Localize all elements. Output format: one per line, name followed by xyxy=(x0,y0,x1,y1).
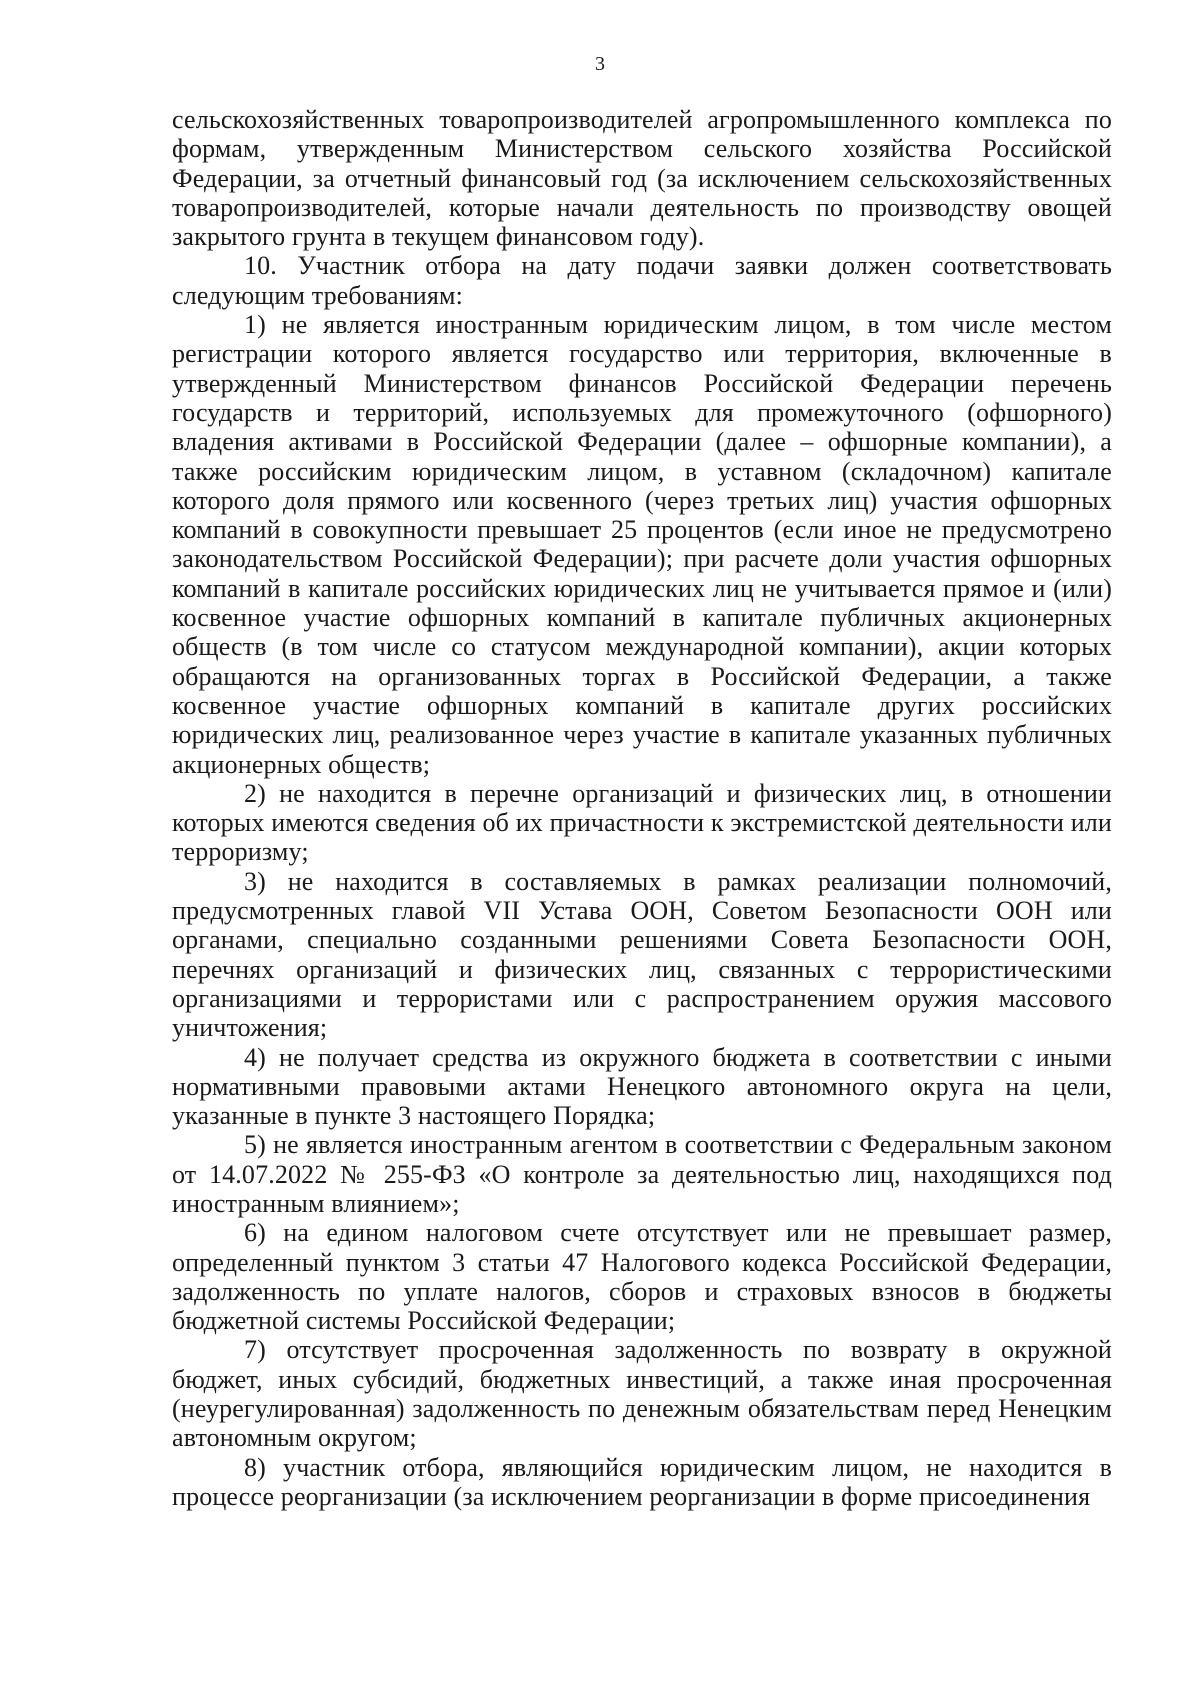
paragraph-item-7: 7) отсутствует просроченная задолженность по возврату в окружной бюджет, иных субсидий, бюджетных инвестиций, а также иная просроченная (неурегулированная) задолженность по денежным обязательствам перед Ненецким автономным округом; xyxy=(172,1335,1112,1453)
paragraph-item-5: 5) не является иностранным агентом в соответствии с Федеральным законом от 14.07.2022 № 255-ФЗ «О контроле за деятельностью лиц, находящихся под иностранным влиянием»; xyxy=(172,1130,1112,1218)
paragraph-continuation: сельскохозяйственных товаропроизводителей агропромышленного комплекса по формам, утвержденным Министерством сельского хозяйства Российской Федерации, за отчетный финансовый год (за исключением сельскохозяйственных товаропроизводителей, которые начали деятельность по производству овощей закрытого грунта в текущем финансовом году). xyxy=(172,105,1112,252)
paragraph-item-3: 3) не находится в составляемых в рамках реализации полномочий, предусмотренных главой VII Устава ООН, Советом Безопасности ООН или органами, специально созданными решениями Совета Безопасности ООН, перечнях организаций и физических лиц, связанных с террористическими организациями и террористами или с распространением оружия массового уничтожения; xyxy=(172,866,1112,1043)
paragraph-item-2: 2) не находится в перечне организаций и физических лиц, в отношении которых имеются сведения об их причастности к экстремистской деятельности или терроризму; xyxy=(172,778,1112,867)
page-number: 3 xyxy=(595,53,605,75)
paragraph-item-1: 1) не является иностранным юридическим лицом, в том числе местом регистрации которого является государство или территория, включенные в утвержденный Министерством финансов Российской Федерации перечень государств и территорий, используемых для промежуточного (офшорного) владения активами в Российской Федерации (далее – офшорные компании), а также российским юридическим лицом, в уставном (складочном) капитале которого доля прямого или косвенного (через третьих лиц) участия офшорных компаний в совокупности превышает 25 процентов (если иное не предусмотрено законодательством Российской Федерации); при расчете доли участия офшорных компаний в капитале российских юридических лиц не учитывается прямое и (или) косвенное участие офшорных компаний в капитале публичных акционерных обществ (в том числе со статусом международной компании), акции которых обращаются на организованных торгах в Российской Федерации, а также косвенное участие офшорных компаний в капитале других российских юридических лиц, реализованное через участие в капитале указанных публичных акционерных обществ; xyxy=(172,310,1112,779)
paragraph-clause-10: 10. Участник отбора на дату подачи заявки должен соответствовать следующим требованиям: xyxy=(172,251,1112,310)
paragraph-item-6: 6) на едином налоговом счете отсутствует или не превышает размер, определенный пунктом 3 статьи 47 Налогового кодекса Российской Федерации, задолженность по уплате налогов, сборов и страховых взносов в бюджеты бюджетной системы Российской Федерации; xyxy=(172,1218,1112,1336)
paragraph-item-4: 4) не получает средства из окружного бюджета в соответствии с иными нормативными правовыми актами Ненецкого автономного округа на цели, указанные в пункте 3 настоящего Порядка; xyxy=(172,1042,1112,1131)
paragraph-item-8: 8) участник отбора, являющийся юридическим лицом, не находится в процессе реорганизации (за исключением реорганизации в форме присоединения xyxy=(172,1452,1112,1511)
document-body xyxy=(172,105,1112,1511)
